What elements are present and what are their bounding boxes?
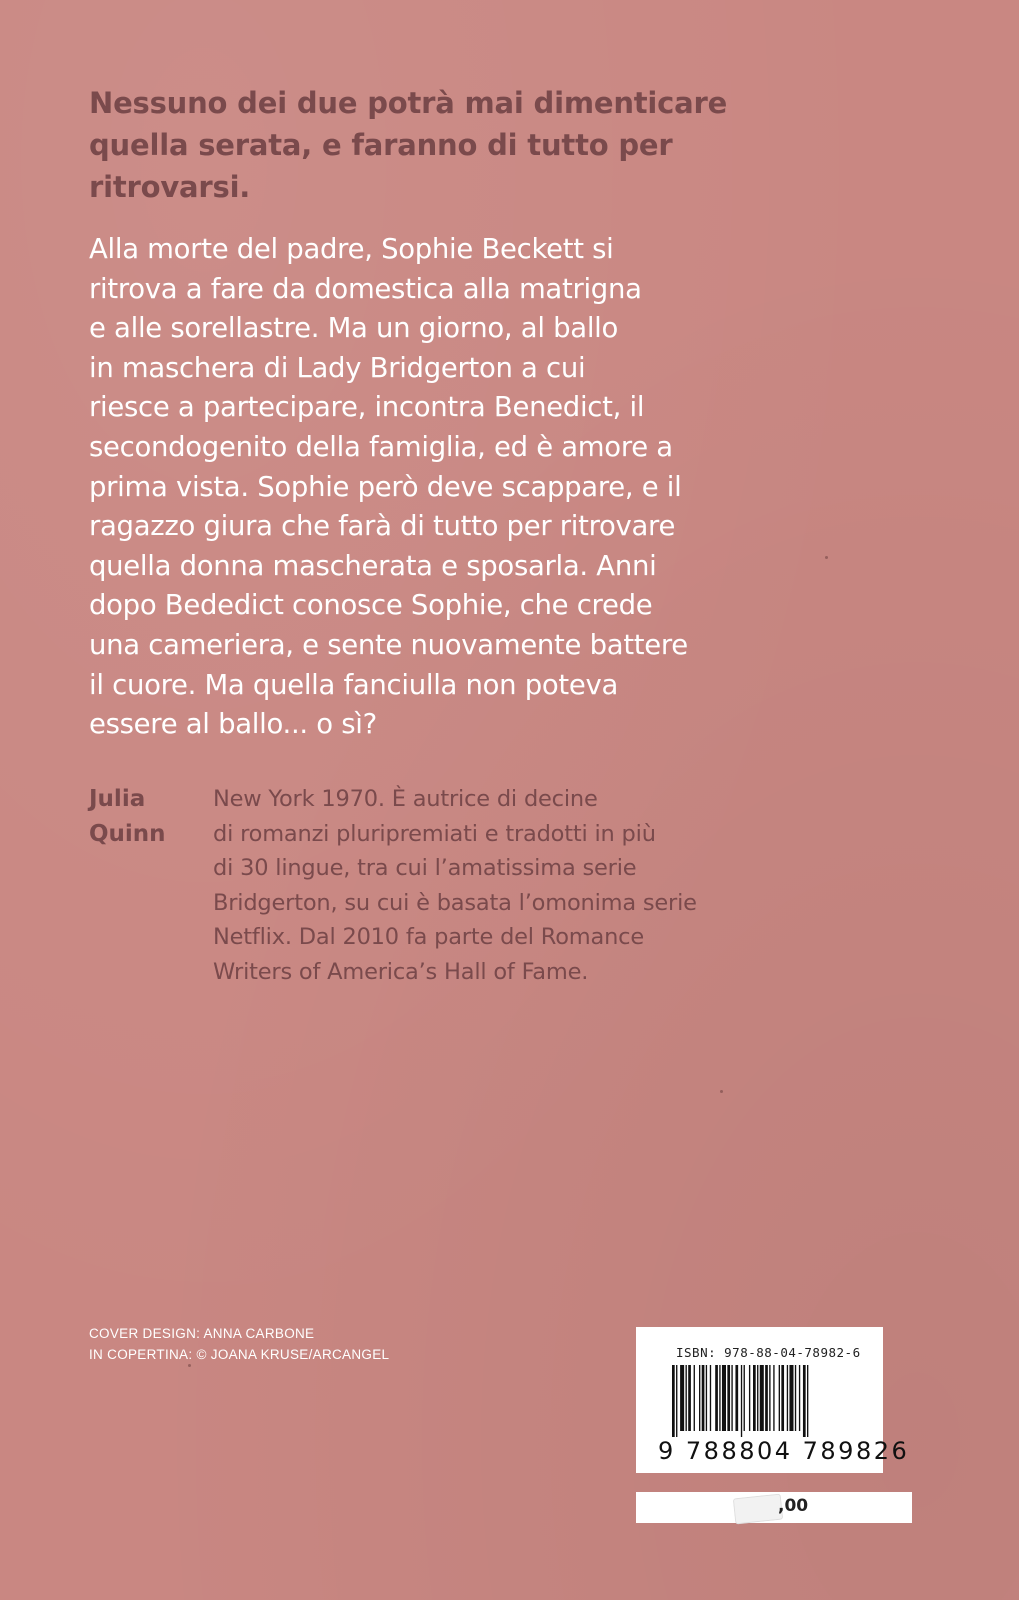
barcode-bar — [680, 1365, 684, 1431]
synopsis-text: Alla morte del padre, Sophie Beckett si ritrova a fare da domestica alla matrigna e alle sorellastre. Ma un giorno, al ballo in maschera di Lady Bridgerton a cui riesce a partecipare, incontra Benedict, il secondogenito della famiglia, ed è amore a prima vista. Sophie però deve scappare, e il ragazzo giura che farà di tutto per ritrovare quella donna mascherata e sposarla. Anni dopo Bededict conosce Sophie, che crede una cameriera, e sente nuovamente battere il cuore. Ma quella fanciulla non poteva essere al ballo... o sì? — [89, 233, 688, 741]
barcode-bar — [731, 1365, 732, 1431]
barcode-bar — [799, 1365, 800, 1431]
barcode-bar — [760, 1365, 764, 1431]
barcode-bar — [702, 1365, 705, 1431]
author-name: Julia Quinn — [89, 786, 166, 847]
barcode-bar — [807, 1365, 808, 1437]
barcode-bar — [694, 1365, 695, 1431]
barcode-icon — [672, 1365, 847, 1437]
barcode-bar — [773, 1365, 774, 1431]
paper-speck — [825, 556, 828, 559]
barcode-bar — [769, 1365, 770, 1431]
barcode-bar — [803, 1365, 806, 1437]
cover-design-credit: COVER DESIGN: ANNA CARBONE — [89, 1326, 315, 1341]
price-text: ,00 — [778, 1496, 809, 1516]
barcode-bar — [741, 1365, 742, 1437]
ean-digits: 9 788804 789826 — [658, 1437, 910, 1465]
barcode-bar — [672, 1365, 675, 1437]
barcode-label — [636, 1327, 910, 1473]
barcode-bar — [781, 1365, 784, 1431]
barcode-bar — [757, 1365, 758, 1431]
tagline: Nessuno dei due potrà mai dimenticare quella serata, e faranno di tutto per ritrovarsi. — [89, 86, 728, 204]
price-sticker-scratch — [733, 1494, 783, 1525]
barcode-bar — [749, 1365, 750, 1431]
barcode-bar — [787, 1365, 788, 1431]
paper-speck — [720, 1090, 723, 1093]
barcode-bar — [795, 1365, 796, 1431]
barcode-bar — [753, 1365, 756, 1431]
price-label — [636, 1492, 912, 1523]
barcode-bar — [686, 1365, 687, 1431]
barcode-bar — [719, 1365, 720, 1431]
barcode-bar — [789, 1365, 793, 1431]
barcode-bar — [710, 1365, 711, 1431]
cover-credits — [89, 1323, 389, 1365]
barcode-bar — [676, 1365, 677, 1437]
barcode-bar — [744, 1365, 745, 1431]
barcode-bar — [735, 1365, 738, 1431]
paper-speck — [188, 1364, 191, 1367]
barcode-bar — [715, 1365, 718, 1431]
barcode-bar — [722, 1365, 726, 1431]
barcode-bar — [727, 1365, 730, 1431]
barcode-bar — [779, 1365, 780, 1431]
barcode-bar — [699, 1365, 700, 1431]
barcode-bar — [706, 1365, 707, 1431]
barcode-bar — [688, 1365, 691, 1431]
author-bio: New York 1970. È autrice di decine di romanzi pluripremiati e tradotti in più di 30 lingue, tra cui l’amatissima serie Bridgerton, su cui è basata l’omonima serie Netflix. Dal 2010 fa parte del Romance Writers of America’s Hall of Fame. — [213, 786, 697, 985]
cover-photo-credit: IN COPERTINA: © JOANA KRUSE/ARCANGEL — [89, 1347, 390, 1362]
barcode-bar — [765, 1365, 768, 1431]
isbn-number: ISBN: 978-88-04-78982-6 — [676, 1345, 861, 1360]
